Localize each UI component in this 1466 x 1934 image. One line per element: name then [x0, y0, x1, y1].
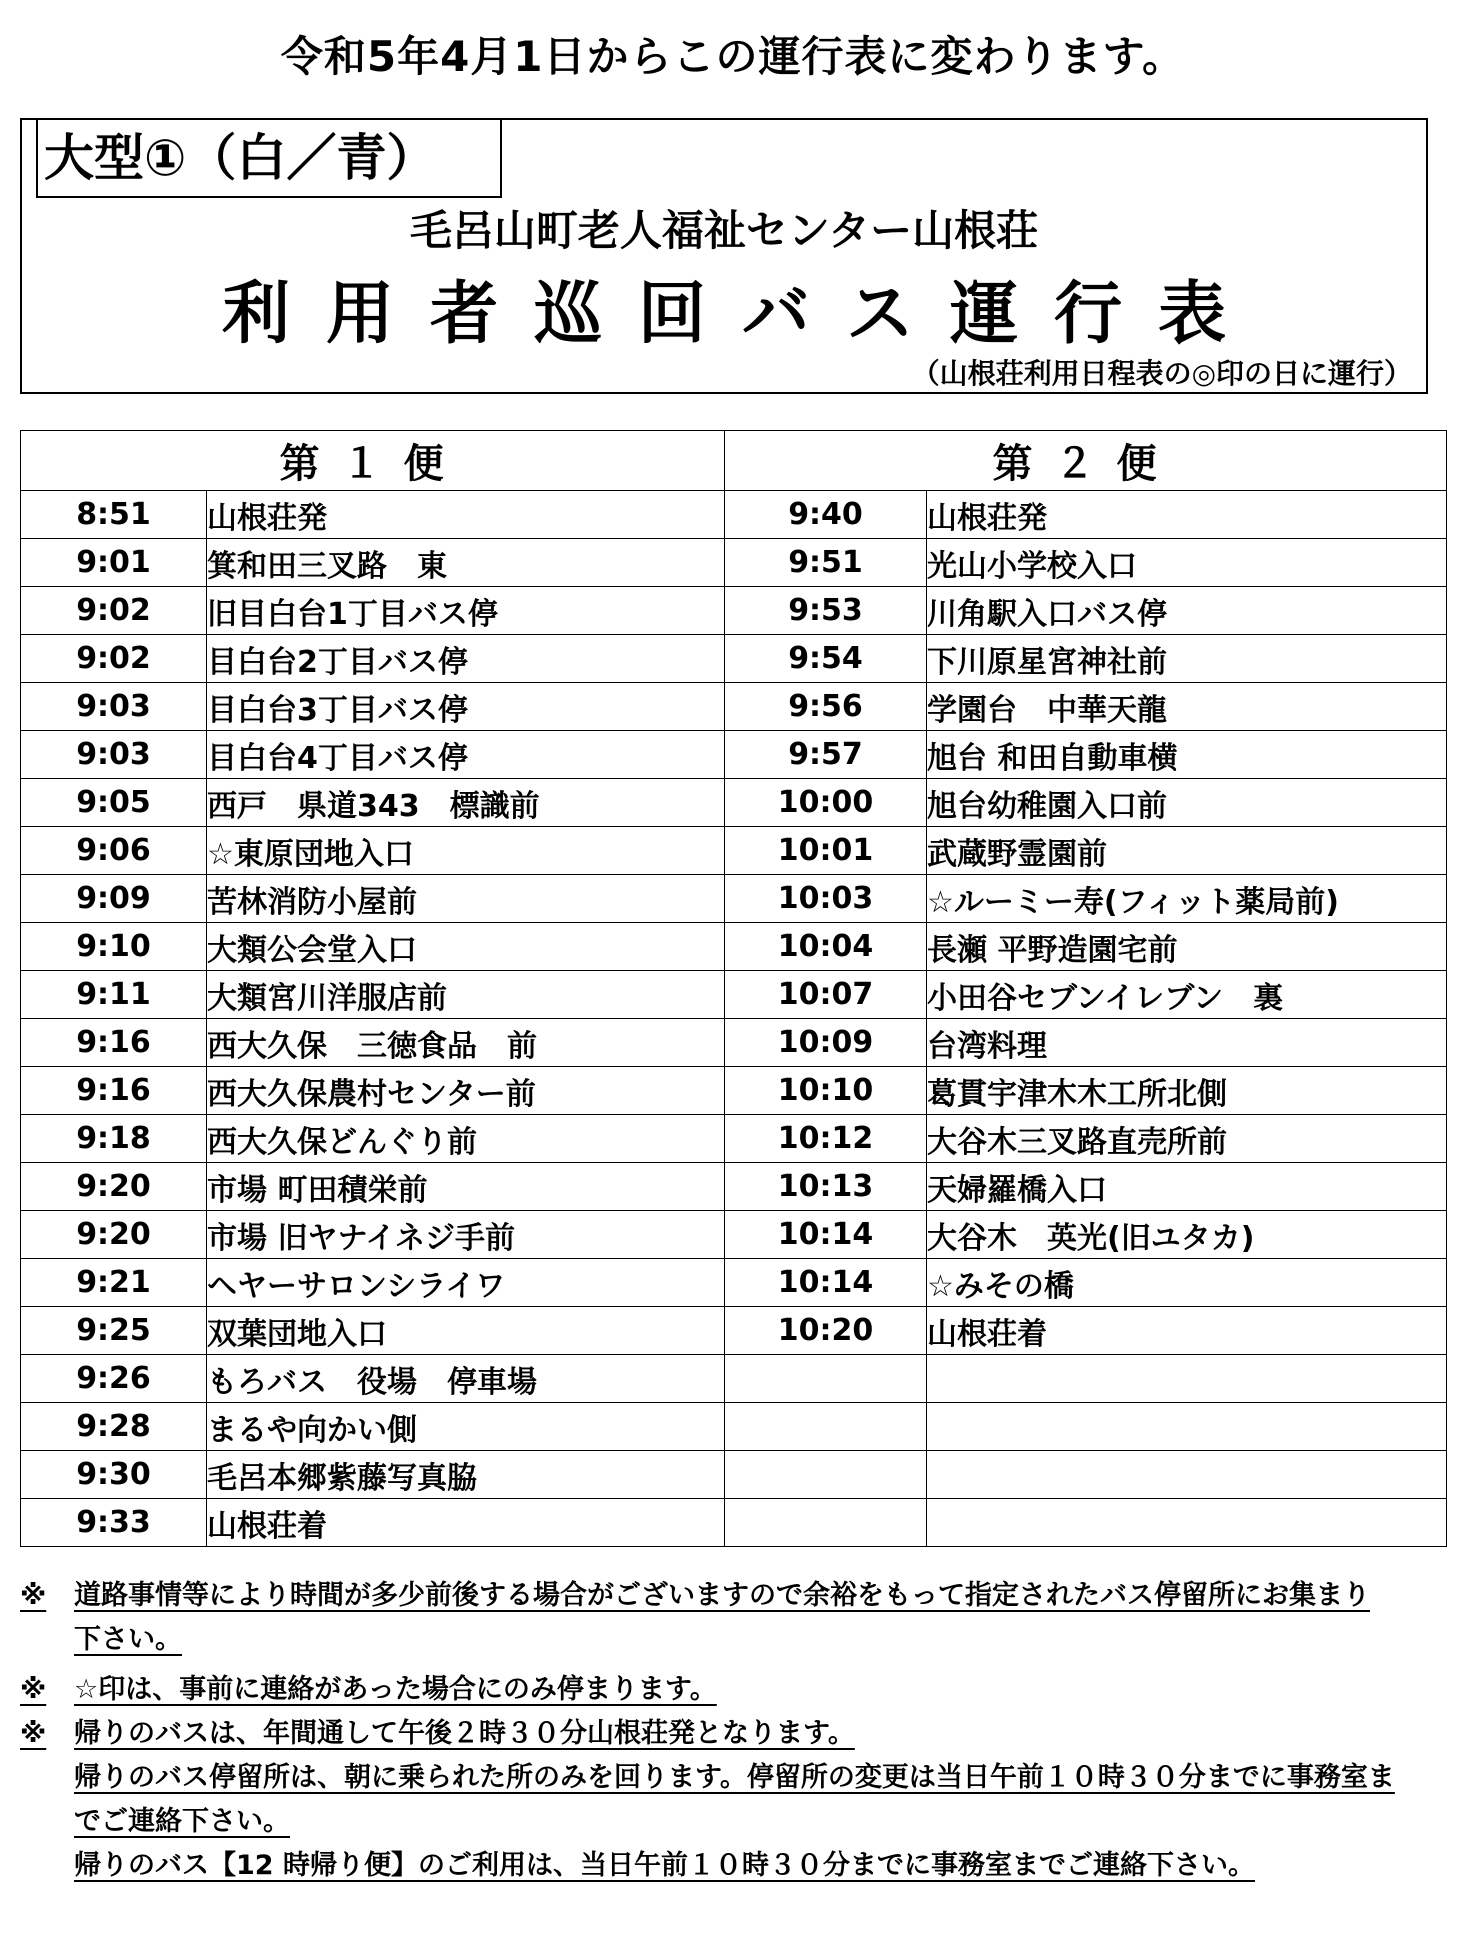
table-row — [21, 1019, 1447, 1067]
note-3-line-2: 帰りのバス停留所は、朝に乗られた所のみを回ります。停留所の変更は当日午前１０時３０分までに事務室ま — [74, 1762, 1395, 1793]
notes-section — [20, 1574, 1446, 1888]
table-row — [21, 1355, 1447, 1403]
trip2-time — [725, 1499, 927, 1547]
trip1-time: 9:20 — [21, 1211, 207, 1259]
note-3 — [20, 1712, 1446, 1756]
note-1 — [20, 1574, 1446, 1618]
note-3-cont-2 — [20, 1800, 1446, 1844]
note-1-cont — [20, 1618, 1446, 1662]
table-row — [21, 587, 1447, 635]
trip2-stop: ☆ルーミー寿(フィット薬局前) — [927, 875, 1447, 923]
table-row — [21, 731, 1447, 779]
trip1-stop: 双葉団地入口 — [207, 1307, 725, 1355]
trip2-stop: 下川原星宮神社前 — [927, 635, 1447, 683]
timetable — [20, 430, 1447, 1547]
trip1-time: 9:02 — [21, 587, 207, 635]
note-1-line-2: 下さい。 — [74, 1624, 182, 1655]
trip1-time: 9:16 — [21, 1019, 207, 1067]
trip1-stop: 西大久保どんぐり前 — [207, 1115, 725, 1163]
trip1-time: 9:33 — [21, 1499, 207, 1547]
timetable-header-row — [21, 431, 1447, 491]
trip2-stop: 台湾料理 — [927, 1019, 1447, 1067]
note-3-cont-1 — [20, 1756, 1446, 1800]
table-row — [21, 827, 1447, 875]
note-3-line-3: でご連絡下さい。 — [74, 1806, 290, 1837]
table-row — [21, 875, 1447, 923]
trip1-time: 9:30 — [21, 1451, 207, 1499]
trip2-stop: 旭台 和田自動車横 — [927, 731, 1447, 779]
page-notice: 令和5年4月1日からこの運行表に変わります。 — [280, 32, 1186, 81]
trip1-stop: 市場 旧ヤナイネジ手前 — [207, 1211, 725, 1259]
trip1-stop: 苦林消防小屋前 — [207, 875, 725, 923]
trip2-time: 10:20 — [725, 1307, 927, 1355]
table-row — [21, 635, 1447, 683]
table-row — [21, 1115, 1447, 1163]
trip2-stop — [927, 1355, 1447, 1403]
trip1-stop: 大類公会堂入口 — [207, 923, 725, 971]
trip1-time: 9:11 — [21, 971, 207, 1019]
table-row — [21, 1259, 1447, 1307]
trip2-stop — [927, 1451, 1447, 1499]
trip2-header: 第２便 — [725, 431, 1447, 491]
trip1-time: 9:10 — [21, 923, 207, 971]
note-3-line-4: 帰りのバス【12 時帰り便】のご利用は、当日午前１０時３０分までに事務室までご連絡下さい。 — [74, 1850, 1255, 1881]
trip2-time — [725, 1355, 927, 1403]
trip1-time: 9:05 — [21, 779, 207, 827]
trip1-stop: 目白台3丁目バス停 — [207, 683, 725, 731]
trip1-stop: 目白台2丁目バス停 — [207, 635, 725, 683]
table-row — [21, 683, 1447, 731]
trip2-stop: 学園台 中華天龍 — [927, 683, 1447, 731]
trip2-stop: 大谷木 英光(旧ユタカ) — [927, 1211, 1447, 1259]
table-row — [21, 1211, 1447, 1259]
trip1-stop: まるや向かい側 — [207, 1403, 725, 1451]
note-3-cont-3 — [20, 1844, 1446, 1888]
trip1-stop: 西戸 県道343 標識前 — [207, 779, 725, 827]
trip2-time: 10:09 — [725, 1019, 927, 1067]
table-row — [21, 539, 1447, 587]
trip1-stop: 山根荘発 — [207, 491, 725, 539]
trip1-time: 9:16 — [21, 1067, 207, 1115]
trip2-stop: ☆みその橋 — [927, 1259, 1447, 1307]
table-row — [21, 1403, 1447, 1451]
table-row — [21, 923, 1447, 971]
trip1-time: 8:51 — [21, 491, 207, 539]
trip1-stop: 西大久保農村センター前 — [207, 1067, 725, 1115]
trip2-time: 10:00 — [725, 779, 927, 827]
trip1-stop: 箕和田三叉路 東 — [207, 539, 725, 587]
trip2-stop: 武蔵野霊園前 — [927, 827, 1447, 875]
trip1-time: 9:25 — [21, 1307, 207, 1355]
trip1-header: 第１便 — [21, 431, 725, 491]
page-title: 利用者巡回バス運行表 — [221, 275, 1262, 354]
table-row — [21, 1067, 1447, 1115]
trip2-stop: 葛貫宇津木木工所北側 — [927, 1067, 1447, 1115]
trip1-stop: 旧目白台1丁目バス停 — [207, 587, 725, 635]
note-mark: ※ — [20, 1580, 47, 1611]
note-mark: ※ — [20, 1718, 47, 1749]
trip1-stop: 毛呂本郷紫藤写真脇 — [207, 1451, 725, 1499]
trip1-time: 9:03 — [21, 683, 207, 731]
trip2-time: 9:57 — [725, 731, 927, 779]
trip2-stop: 山根荘発 — [927, 491, 1447, 539]
table-row — [21, 1451, 1447, 1499]
trip2-stop: 長瀬 平野造園宅前 — [927, 923, 1447, 971]
note-1-line-1: 道路事情等により時間が多少前後する場合がございますので余裕をもって指定されたバス停留所にお集まり — [74, 1580, 1370, 1611]
trip2-stop: 天婦羅橋入口 — [927, 1163, 1447, 1211]
trip1-stop: 山根荘着 — [207, 1499, 725, 1547]
trip2-stop: 川角駅入口バス停 — [927, 587, 1447, 635]
table-row — [21, 1499, 1447, 1547]
operation-note: （山根荘利用日程表の◎印の日に運行） — [911, 357, 1412, 390]
table-row — [21, 971, 1447, 1019]
trip2-time: 10:03 — [725, 875, 927, 923]
trip2-stop: 光山小学校入口 — [927, 539, 1447, 587]
trip1-stop: もろバス 役場 停車場 — [207, 1355, 725, 1403]
table-row — [21, 779, 1447, 827]
trip1-stop: 西大久保 三徳食品 前 — [207, 1019, 725, 1067]
trip1-stop: 大類宮川洋服店前 — [207, 971, 725, 1019]
trip2-stop: 旭台幼稚園入口前 — [927, 779, 1447, 827]
note-3-line-1: 帰りのバスは、年間通して午後２時３０分山根荘発となります。 — [74, 1718, 855, 1749]
trip2-stop: 山根荘着 — [927, 1307, 1447, 1355]
trip1-time: 9:26 — [21, 1355, 207, 1403]
trip2-time: 10:14 — [725, 1259, 927, 1307]
trip1-time: 9:20 — [21, 1163, 207, 1211]
note-mark: ※ — [20, 1674, 47, 1705]
trip1-time: 9:28 — [21, 1403, 207, 1451]
trip2-stop — [927, 1499, 1447, 1547]
trip2-time: 10:10 — [725, 1067, 927, 1115]
trip1-time: 9:03 — [21, 731, 207, 779]
trip1-time: 9:18 — [21, 1115, 207, 1163]
table-row — [21, 491, 1447, 539]
note-2 — [20, 1668, 1446, 1712]
trip1-time: 9:21 — [21, 1259, 207, 1307]
trip1-time: 9:06 — [21, 827, 207, 875]
trip1-time: 9:01 — [21, 539, 207, 587]
facility-name: 毛呂山町老人福祉センター山根荘 — [409, 206, 1039, 255]
trip2-time: 10:13 — [725, 1163, 927, 1211]
trip2-time: 9:56 — [725, 683, 927, 731]
trip2-time: 10:12 — [725, 1115, 927, 1163]
trip2-time: 9:54 — [725, 635, 927, 683]
trip2-time — [725, 1403, 927, 1451]
table-row — [21, 1163, 1447, 1211]
trip2-time — [725, 1451, 927, 1499]
trip1-stop: 目白台4丁目バス停 — [207, 731, 725, 779]
trip2-stop — [927, 1403, 1447, 1451]
trip2-time: 10:04 — [725, 923, 927, 971]
trip2-stop: 小田谷セブンイレブン 裏 — [927, 971, 1447, 1019]
table-row — [21, 1307, 1447, 1355]
timetable-body — [21, 491, 1447, 1547]
note-2-text: ☆印は、事前に連絡があった場合にのみ停まります。 — [74, 1674, 717, 1705]
trip2-time: 9:51 — [725, 539, 927, 587]
trip2-stop: 大谷木三叉路直売所前 — [927, 1115, 1447, 1163]
bus-label: 大型①（白／青） — [36, 118, 502, 198]
trip2-time: 10:01 — [725, 827, 927, 875]
trip1-time: 9:02 — [21, 635, 207, 683]
trip2-time: 10:14 — [725, 1211, 927, 1259]
trip2-time: 9:53 — [725, 587, 927, 635]
trip1-time: 9:09 — [21, 875, 207, 923]
trip1-stop: ヘヤーサロンシライワ — [207, 1259, 725, 1307]
trip1-stop: 市場 町田積栄前 — [207, 1163, 725, 1211]
trip2-time: 10:07 — [725, 971, 927, 1019]
header-box — [20, 118, 1428, 394]
trip2-time: 9:40 — [725, 491, 927, 539]
trip1-stop: ☆東原団地入口 — [207, 827, 725, 875]
